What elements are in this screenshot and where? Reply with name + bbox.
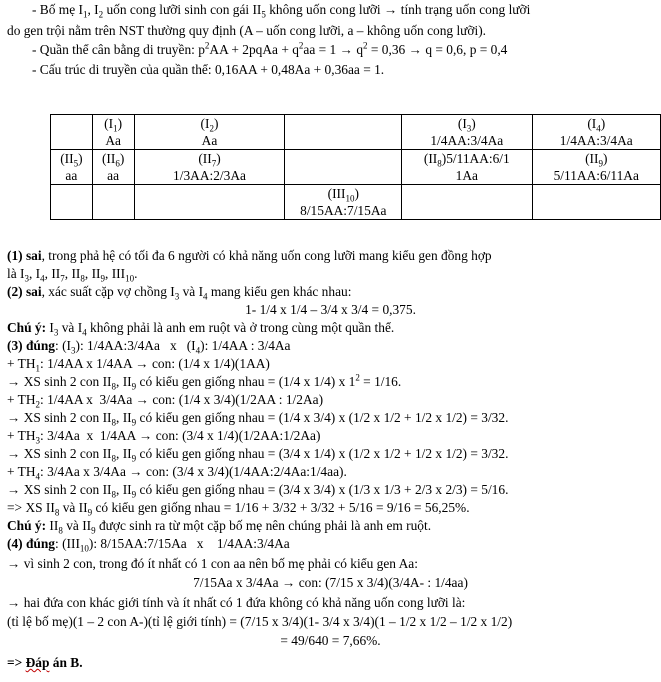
cell-I2: $(I_2)$ Aa (134, 115, 285, 150)
case-3-result: → XS sinh 2 con $II_8$, $II_9$ có kiểu gen giống nhau = (3/4 x 1/4) x (1/2 x 1/2 + 1/2 x 1/2) = 3/32. (7, 446, 509, 464)
statement-2-label: (2) sai (7, 284, 42, 299)
case-4: + $TH_4$: 3/4Aa x 3/4Aa → con: (3/4 x 3/4)(1/4AA:2/4Aa:1/4aa). (7, 464, 347, 482)
statement-2-formula: 1- 1/4 x 1/4 – 3/4 x 3/4 = 0,375. (245, 302, 416, 317)
empty-cell (92, 185, 134, 220)
statement-4-line-5: = 49/640 = 7,66%. (280, 633, 381, 648)
intro-line-2: do gen trội nằm trên NST thường quy định (A – uốn cong lưỡi, a – không uốn cong lưỡi). (7, 23, 487, 38)
note-label: Chú ý: (7, 320, 47, 335)
statement-1-label: (1) sai (7, 248, 42, 263)
empty-cell (134, 185, 285, 220)
empty-cell (532, 185, 660, 220)
intro-line-1: - Bố mẹ $I_1$, $I_2$ uốn cong lưỡi sinh con gái $II_5$ không uốn cong lưỡi → tính trạng uốn cong lưỡi (32, 2, 531, 20)
statement-4-line-2: 7/15Aa x 3/4Aa → con: (7/15 x 3/4)(3/4A- : 1/4aa) (193, 575, 468, 590)
cell-II8: $(II_8)5/11AA:6/1$ 1Aa (402, 150, 532, 185)
pedigree-table (50, 114, 661, 220)
case-4-result: → XS sinh 2 con $II_8$, $II_9$ có kiểu gen giống nhau = (3/4 x 3/4) x (1/3 x 1/3 + 2/3 x 2/3) = 5/16. (7, 482, 509, 500)
table-row (51, 115, 661, 150)
statement-1: (1) sai, trong phả hệ có tối đa 6 người có khả năng uốn cong lưỡi mang kiểu gen đồng hợp (7, 248, 492, 263)
empty-cell (51, 115, 93, 150)
statement-4-line-4: (tỉ lệ bố mẹ)(1 – 2 con A-)(tỉ lệ giới tính) = (7/15 x 3/4)(1- 3/4 x 3/4)(1 – 1/2 x 1/2 – 1/2 x 1/2) (7, 614, 513, 629)
statement-3-sum: => XS $II_8$ và $II_9$ có kiểu gen giống nhau = 1/16 + 3/32 + 3/32 + 5/16 = 9/16 = 56,25%. (7, 500, 470, 518)
case-1: + $TH_1$: 1/4AA x 1/4AA → con: (1/4 x 1/4)(1AA) (7, 356, 270, 374)
statement-4: (4) đúng: $(III_{10})$: 8/15AA:7/15Aa x 1/4AA:3/4Aa (7, 536, 290, 554)
cell-I4: $(I_4)$ 1/4AA:3/4Aa (532, 115, 660, 150)
final-answer: => Đáp án B. (7, 655, 83, 670)
statement-4-line-1: → vì sinh 2 con, trong đó ít nhất có 1 con aa nên bố mẹ phải có kiểu gen Aa: (7, 556, 418, 571)
statement-2: (2) sai, xác suất cặp vợ chồng $I_3$ và $I_4$ mang kiểu gen khác nhau: (7, 284, 352, 302)
empty-cell (285, 115, 402, 150)
case-2: + $TH_2$: 1/4AA x 3/4Aa → con: (1/4 x 3/4)(1/2AA : 1/2Aa) (7, 392, 324, 410)
statement-4-label: (4) đúng (7, 536, 55, 551)
cell-I1: $(I_1)$ Aa (92, 115, 134, 150)
table-row (51, 185, 661, 220)
intro-line-4: - Cấu trúc di truyền của quần thể: 0,16AA + 0,48Aa + 0,36aa = 1. (32, 62, 385, 77)
statement-4-line-3: → hai đứa con khác giới tính và ít nhất có 1 đứa không có khả năng uốn cong lưỡi là: (7, 595, 466, 610)
case-1-result: → XS sinh 2 con $II_8$, $II_9$ có kiểu gen giống nhau = (1/4 x 1/4) x $1^2 = 1/16$. (7, 372, 402, 392)
statement-3-label: (3) đúng (7, 338, 55, 353)
intro-line-3: - Quần thể cân bằng di truyền: $p^2AA$ + 2pqAa + $q^2aa = 1 \to q^2 = 0,36 \to q = 0,6$, p = 0,4 (32, 40, 508, 57)
table-row (51, 150, 661, 185)
cell-II6: $(II_6)$ aa (92, 150, 134, 185)
statement-3: (3) đúng: $(I_3)$: 1/4AA:3/4Aa x $(I_4)$: 1/4AA : 3/4Aa (7, 338, 291, 356)
cell-II9: $(II_9)$ 5/11AA:6/11Aa (532, 150, 660, 185)
note-2: Chú ý: $II_8$ và $II_9$ được sinh ra từ một cặp bố mẹ nên chúng phải là anh em ruột. (7, 518, 432, 536)
empty-cell (402, 185, 532, 220)
cell-II5: $(II_5)$ aa (51, 150, 93, 185)
answer-word: Đáp (25, 655, 50, 670)
empty-cell (285, 150, 402, 185)
case-2-result: → XS sinh 2 con $II_8$, $II_9$ có kiểu gen giống nhau = (1/4 x 3/4) x (1/2 x 1/2 + 1/2 x 1/2) = 3/32. (7, 410, 509, 428)
empty-cell (51, 185, 93, 220)
cell-I3: $(I_3)$ 1/4AA:3/4Aa (402, 115, 532, 150)
note-1: Chú ý: $I_3$ và $I_4$ không phải là anh em ruột và ở trong cùng một quần thể. (7, 320, 395, 338)
statement-1-cont: là $I_3$, $I_4$, $II_7$, $II_8$, $II_9$, $III_{10}$. (7, 266, 138, 284)
case-3: + $TH_3$: 3/4Aa x 1/4AA → con: (3/4 x 1/4)(1/2AA:1/2Aa) (7, 428, 321, 446)
note-label: Chú ý: (7, 518, 47, 533)
cell-II7: $(II_7)$ 1/3AA:2/3Aa (134, 150, 285, 185)
cell-III10: $(III_{10})$ 8/15AA:7/15Aa (285, 185, 402, 220)
